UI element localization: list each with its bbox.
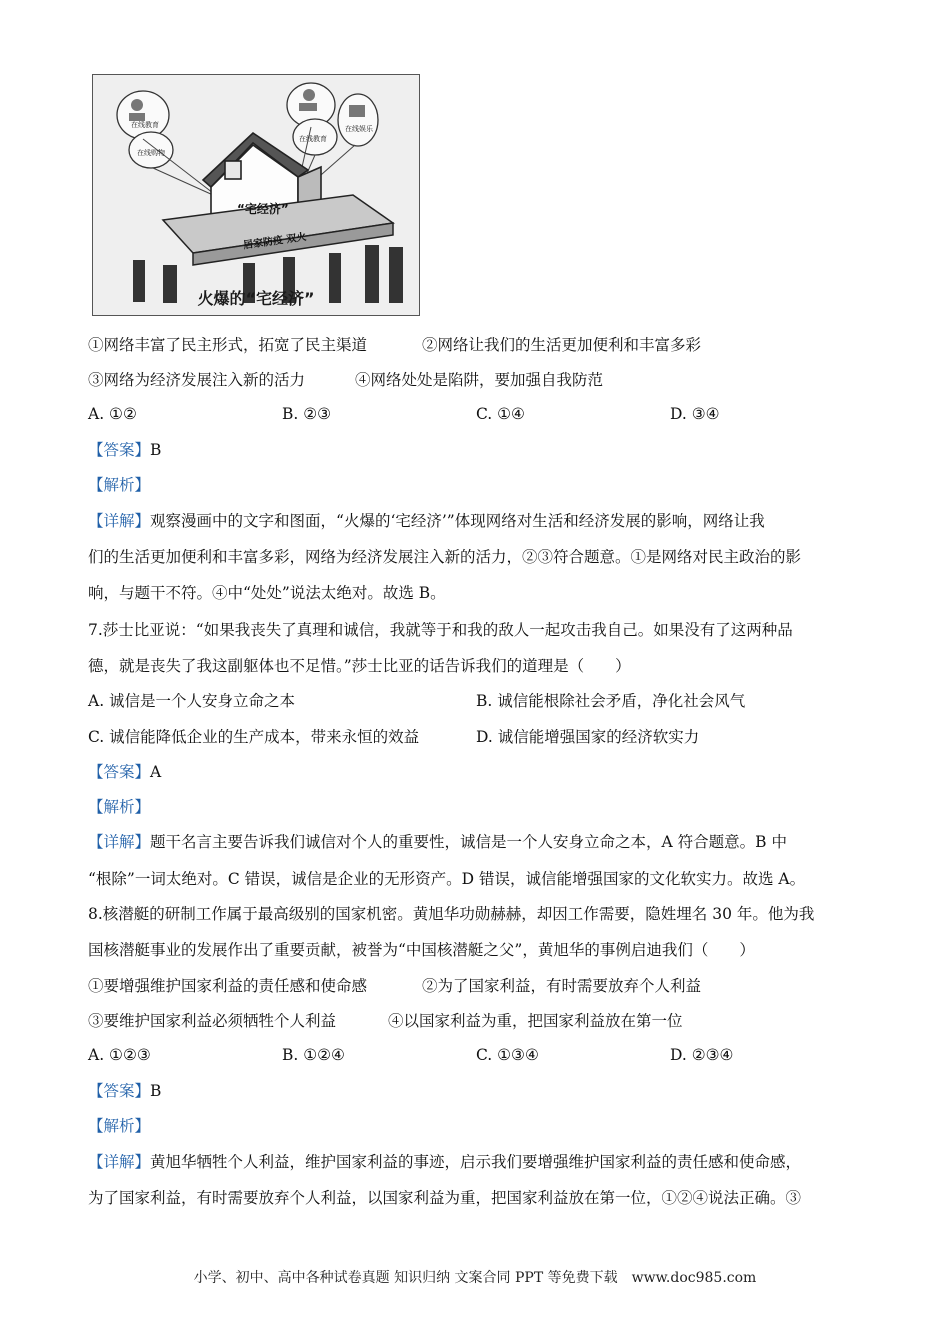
q8-answer-value: B: [150, 1082, 162, 1100]
q7-answer-tag: 【答案】: [88, 763, 151, 781]
q7-option-d: D. 诚信能增强国家的经济软实力: [476, 728, 700, 746]
q8-detail-line-2: 为了国家利益，有时需要放弃个人利益，以国家利益为重，把国家利益放在第一位，①②④说法正确。③: [88, 1189, 802, 1207]
q8-statement-2: ②为了国家利益，有时需要放弃个人利益: [422, 977, 702, 995]
q8-stem-line-2: 国核潜艇事业的发展作出了重要贡献，被誉为“中国核潜艇之父”，黄旭华的事例启迪我们（ ）: [88, 941, 755, 959]
page-footer: 小学、初中、高中各种试卷真题 知识归纳 文案合同 PPT 等免费下载 www.doc985.com: [193, 1270, 757, 1286]
q8-option-c: C. ①③④: [476, 1046, 539, 1064]
q8-statement-1: ①要增强维护国家利益的责任感和使命感: [88, 977, 368, 995]
q6-option-c: C. ①④: [476, 405, 525, 423]
q6-statement-3: ③网络为经济发展注入新的活力: [88, 371, 306, 389]
q6-answer-tag: 【答案】: [88, 441, 151, 459]
q7-stem-line-2: 德，就是丧失了我这副躯体也不足惜。”莎士比亚的话告诉我们的道理是（ ）: [88, 657, 631, 675]
platform-label: 居家防疫 双火: [242, 231, 308, 252]
balloon-label-4: 在线娱乐: [345, 125, 373, 133]
q6-statement-1: ①网络丰富了民主形式，拓宽了民主渠道: [88, 336, 368, 354]
q7-option-c: C. 诚信能降低企业的生产成本，带来永恒的效益: [88, 728, 420, 746]
q6-detail-line-1: [88, 510, 765, 532]
q8-detail-line-1: [88, 1151, 801, 1173]
q6-analysis-tag: 【解析】: [88, 476, 151, 494]
q8-stem-line-1: 8.核潜艇的研制工作属于最高级别的国家机密。黄旭华功勋赫赫，却因工作需要，隐姓埋名 30 年。他为我: [88, 905, 815, 923]
q8-answer: [88, 1080, 161, 1102]
q8-detail-text-1: 黄旭华牺牲个人利益，维护国家利益的事迹，启示我们要增强维护国家利益的责任感和使命感，: [150, 1153, 802, 1171]
q8-option-b: B. ①②④: [282, 1046, 345, 1064]
cartoon-illustration: [92, 74, 420, 316]
cartoon-caption: 火爆的“宅经济”: [197, 289, 315, 308]
q8-answer-tag: 【答案】: [88, 1082, 151, 1100]
q8-option-a: A. ①②③: [88, 1046, 151, 1064]
q6-statement-4: ④网络处处是陷阱，要加强自我防范: [355, 371, 604, 389]
q6-detail-tag: 【详解】: [88, 512, 151, 530]
house-label: “宅经济”: [237, 202, 289, 216]
q7-answer: [88, 761, 161, 783]
q6-statement-2: ②网络让我们的生活更加便利和丰富多彩: [422, 336, 702, 354]
q7-analysis-tag: 【解析】: [88, 798, 151, 816]
q8-analysis-tag: 【解析】: [88, 1117, 151, 1135]
q6-option-d: D. ③④: [670, 405, 720, 423]
q6-detail-line-3: 响，与题干不符。④中“处处”说法太绝对。故选 B。: [88, 584, 446, 602]
q7-option-a: A. 诚信是一个人安身立命之本: [88, 692, 296, 710]
q6-detail-text-1: 观察漫画中的文字和图面，“火爆的‘宅经济’”体现网络对生活和经济发展的影响，网络让我: [150, 512, 765, 530]
balloon-label-2: 在线购物: [137, 149, 165, 157]
q7-option-b: B. 诚信能根除社会矛盾，净化社会风气: [476, 692, 746, 710]
balloon-label-1: 在线教育: [131, 121, 159, 129]
q8-detail-tag: 【详解】: [88, 1153, 151, 1171]
q6-option-a: A. ①②: [88, 405, 137, 423]
q6-answer-value: B: [150, 441, 162, 459]
q6-option-b: B. ②③: [282, 405, 332, 423]
q7-stem-line-1: 7.莎士比亚说：“如果我丧失了真理和诚信，我就等于和我的敌人一起攻击我自己。如果没有了这两种品: [88, 621, 793, 639]
q8-option-d: D. ②③④: [670, 1046, 734, 1064]
cartoon-drawing: [93, 75, 419, 315]
q7-detail-text-1: 题干名言主要告诉我们诚信对个人的重要性，诚信是一个人安身立命之本，A 符合题意。B 中: [150, 833, 787, 851]
q7-detail-line-2: “根除”一词太绝对。C 错误，诚信是企业的无形资产。D 错误，诚信能增强国家的文化软实力。故选 A。: [88, 870, 806, 888]
q8-statement-3: ③要维护国家利益必须牺牲个人利益: [88, 1012, 337, 1030]
q7-detail-line-1: [88, 831, 787, 853]
q6-answer: [88, 439, 161, 461]
q7-answer-value: A: [150, 763, 162, 781]
q7-detail-tag: 【详解】: [88, 833, 151, 851]
q8-statement-4: ④以国家利益为重，把国家利益放在第一位: [388, 1012, 683, 1030]
q6-detail-line-2: 们的生活更加便利和丰富多彩，网络为经济发展注入新的活力，②③符合题意。①是网络对民主政治的影: [88, 548, 802, 566]
balloon-label-3: 在线教育: [299, 135, 327, 143]
